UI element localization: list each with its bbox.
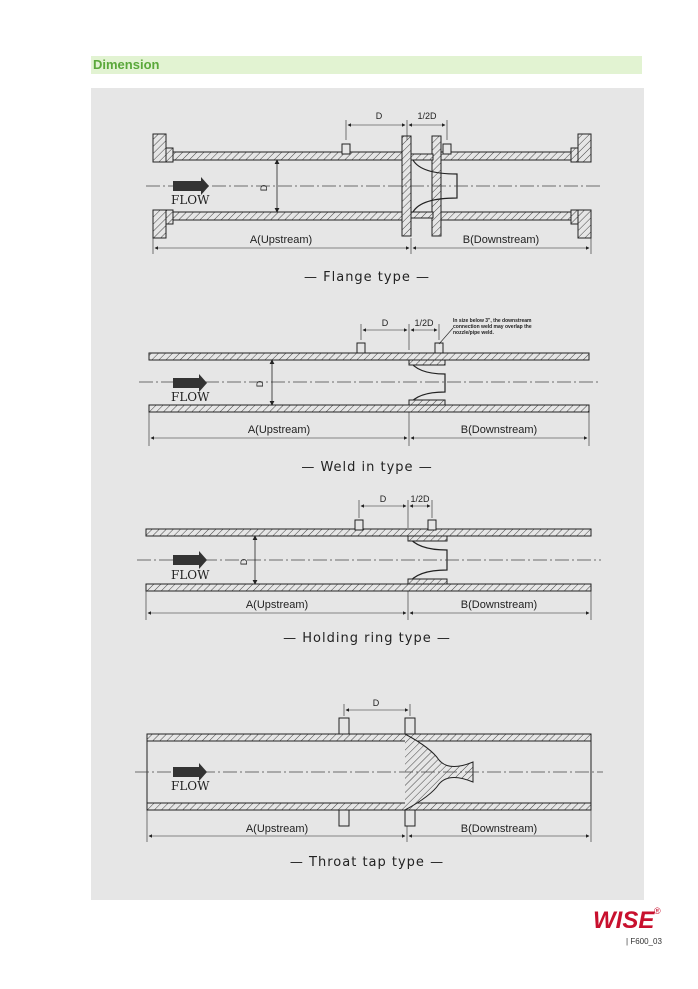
caption-throat-tap-type: — Throat tap type — <box>289 855 445 870</box>
caption-flange-type: — Flange type — <box>304 270 430 285</box>
caption-holding-ring-type: — Holding ring type — <box>283 631 451 646</box>
dim-half-d-label: 1/2D <box>414 318 434 328</box>
flow-label: FLOW <box>171 390 210 404</box>
bore-label: D <box>239 558 249 566</box>
upstream-label: A(Upstream) <box>249 234 313 246</box>
downstream-label: B(Downstream) <box>460 424 538 436</box>
bore-label: D <box>255 380 265 388</box>
dim-d-label: D <box>379 494 387 504</box>
dim-half-d-label: 1/2D <box>417 111 437 121</box>
upstream-label: A(Upstream) <box>245 823 309 835</box>
dim-d-label: D <box>372 698 380 708</box>
downstream-label: B(Downstream) <box>460 823 538 835</box>
dim-half-d-label: 1/2D <box>410 494 430 504</box>
wise-logo <box>591 905 661 931</box>
downstream-label: B(Downstream) <box>462 234 540 246</box>
caption-weld-in-type: — Weld in type — <box>301 460 433 475</box>
weld-note-line-1: In size below 3", the downstream <box>453 318 532 324</box>
weld-note-line-3: nozzle/pipe weld. <box>453 330 494 336</box>
section-title: Dimension <box>93 57 160 72</box>
bore-label: D <box>259 184 269 192</box>
dim-d-label: D <box>375 111 383 121</box>
brand-name: WISE <box>593 907 655 931</box>
weld-note-line-2: connection weld may overlap the <box>453 324 532 330</box>
page-number: | F600_03 <box>626 937 662 946</box>
engineering-drawings <box>91 88 644 900</box>
section-header <box>91 56 642 74</box>
upstream-label: A(Upstream) <box>247 424 311 436</box>
flow-label: FLOW <box>171 568 210 582</box>
flow-label: FLOW <box>171 193 210 207</box>
downstream-label: B(Downstream) <box>460 599 538 611</box>
upstream-label: A(Upstream) <box>245 599 309 611</box>
registered-mark: ® <box>654 906 661 916</box>
dim-d-label: D <box>381 318 389 328</box>
throat-tap-type-diagram <box>135 704 603 842</box>
flow-label: FLOW <box>171 779 210 793</box>
